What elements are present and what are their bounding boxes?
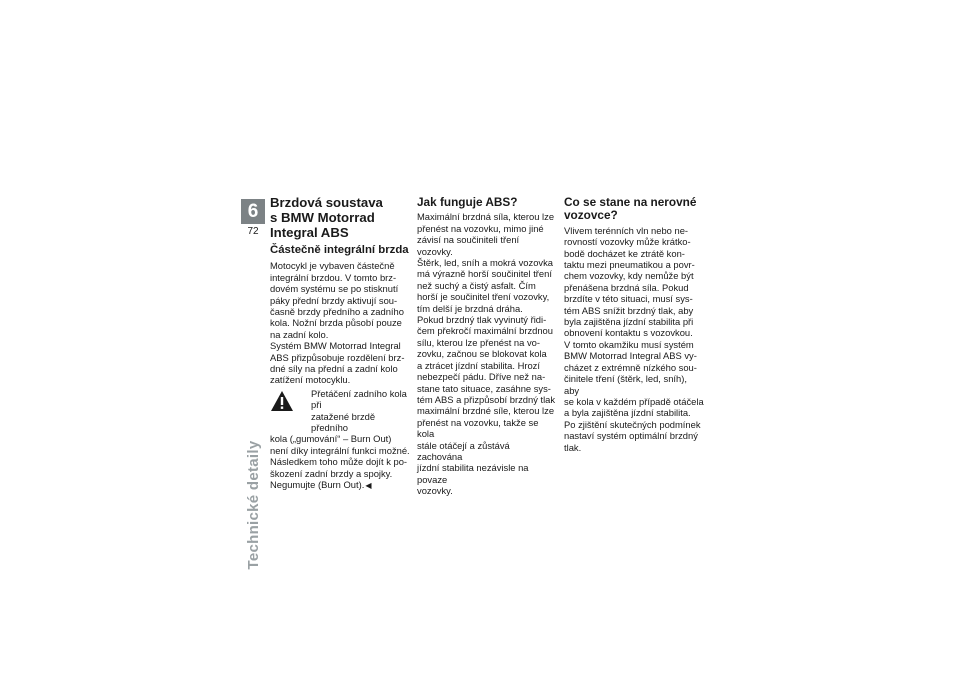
subtitle: Částečně integrální brzda	[270, 244, 409, 257]
paragraph: V tomto okamžiku musí systém BMW Motorrad Integral ABS vy- cházet z extrémně nízkého sou- činitele tření (štěrk, led, sníh), aby se kola v každém případě otáčela a byla zajištěna jízdní stabilita.	[564, 338, 704, 419]
paragraph: Po zjištění skutečných podmínek nastaví systém optimální brzdný tlak.	[564, 418, 701, 453]
paragraph: Motocykl je vybaven částečně integrální brzdou. V tomto brz- dovém systému se po stisknutí páky přední brzdy aktivují sou- časně brzdy předního a zadního kola. Nožní brzda působí pouze na zadní kolo.	[270, 260, 404, 340]
warning-text	[270, 433, 410, 491]
paragraph: Maximální brzdná síla, kterou lze přenést na vozovku, mimo jiné závisí na součiniteli tření vozovky. Štěrk, led, sníh a mokrá vozovka má výrazně horší součinitel tření než suchý a čistý asfalt. Čím horší je součinitel tření vozovky, tím delší je brzdná dráha.	[417, 211, 555, 314]
warning-rest: kola („gumování“ – Burn Out) není díky integrální funkci možné. Následkem toho může dojít k po- škození zadní brzdy a spojky. Negumujte (Burn Out).	[270, 433, 410, 491]
paragraph: Pokud brzdný tlak vyvinutý řidi- čem překročí maximální brzdnou sílu, kterou lze přenést na vo- zovku, začnou se blokovat kola a ztrácet jízdní stabilita. Hrozí nebezpečí pádu. Dříve než na- stane tato situace, zasáhne sys- tém ABS a přizpůsobí brzdný tlak maximální brzdné síle, kterou lze přenést na vozovku, takže se kola stále otáčejí a zůstává zachována jízdní stabilita nezávisle na povaze vozovky.	[417, 314, 556, 497]
warning-lead: Přetáčení zadního kola při zatažené brzdě předního	[311, 387, 407, 434]
warning-block	[270, 388, 410, 492]
page-title: Brzdová soustava s BMW Motorrad Integral ABS	[270, 195, 383, 240]
section-heading: Jak funguje ABS?	[417, 195, 518, 209]
section-name: Technické detaily	[245, 440, 262, 570]
column-1	[270, 196, 410, 492]
end-mark-icon: ◀	[365, 481, 372, 491]
section-heading: Co se stane na nerovné vozovce?	[564, 195, 697, 223]
page-number: 72	[247, 226, 259, 237]
chapter-tab	[241, 199, 265, 579]
column-2	[417, 196, 557, 497]
paragraph: Vlivem terénních vln nebo ne- rovností vozovky může krátko- bodě docházet ke ztrátě kon- taktu mezi pneumatikou a povr- chem vozovky, kdy nemůže být přenášena brzdná síla. Pokud brzdíte v této situaci, musí sys- tém ABS snížit brzdný tlak, aby byla zajištěna jízdní stabilita při obnovení kontaktu s vozovkou.	[564, 224, 695, 339]
paragraph: Systém BMW Motorrad Integral ABS přizpůsobuje rozdělení brz- dné síly na přední a zadní kolo zatížení motocyklu.	[270, 340, 405, 386]
warning-triangle-icon	[270, 390, 294, 412]
chapter-number: 6	[241, 199, 265, 224]
column-3	[564, 196, 704, 453]
